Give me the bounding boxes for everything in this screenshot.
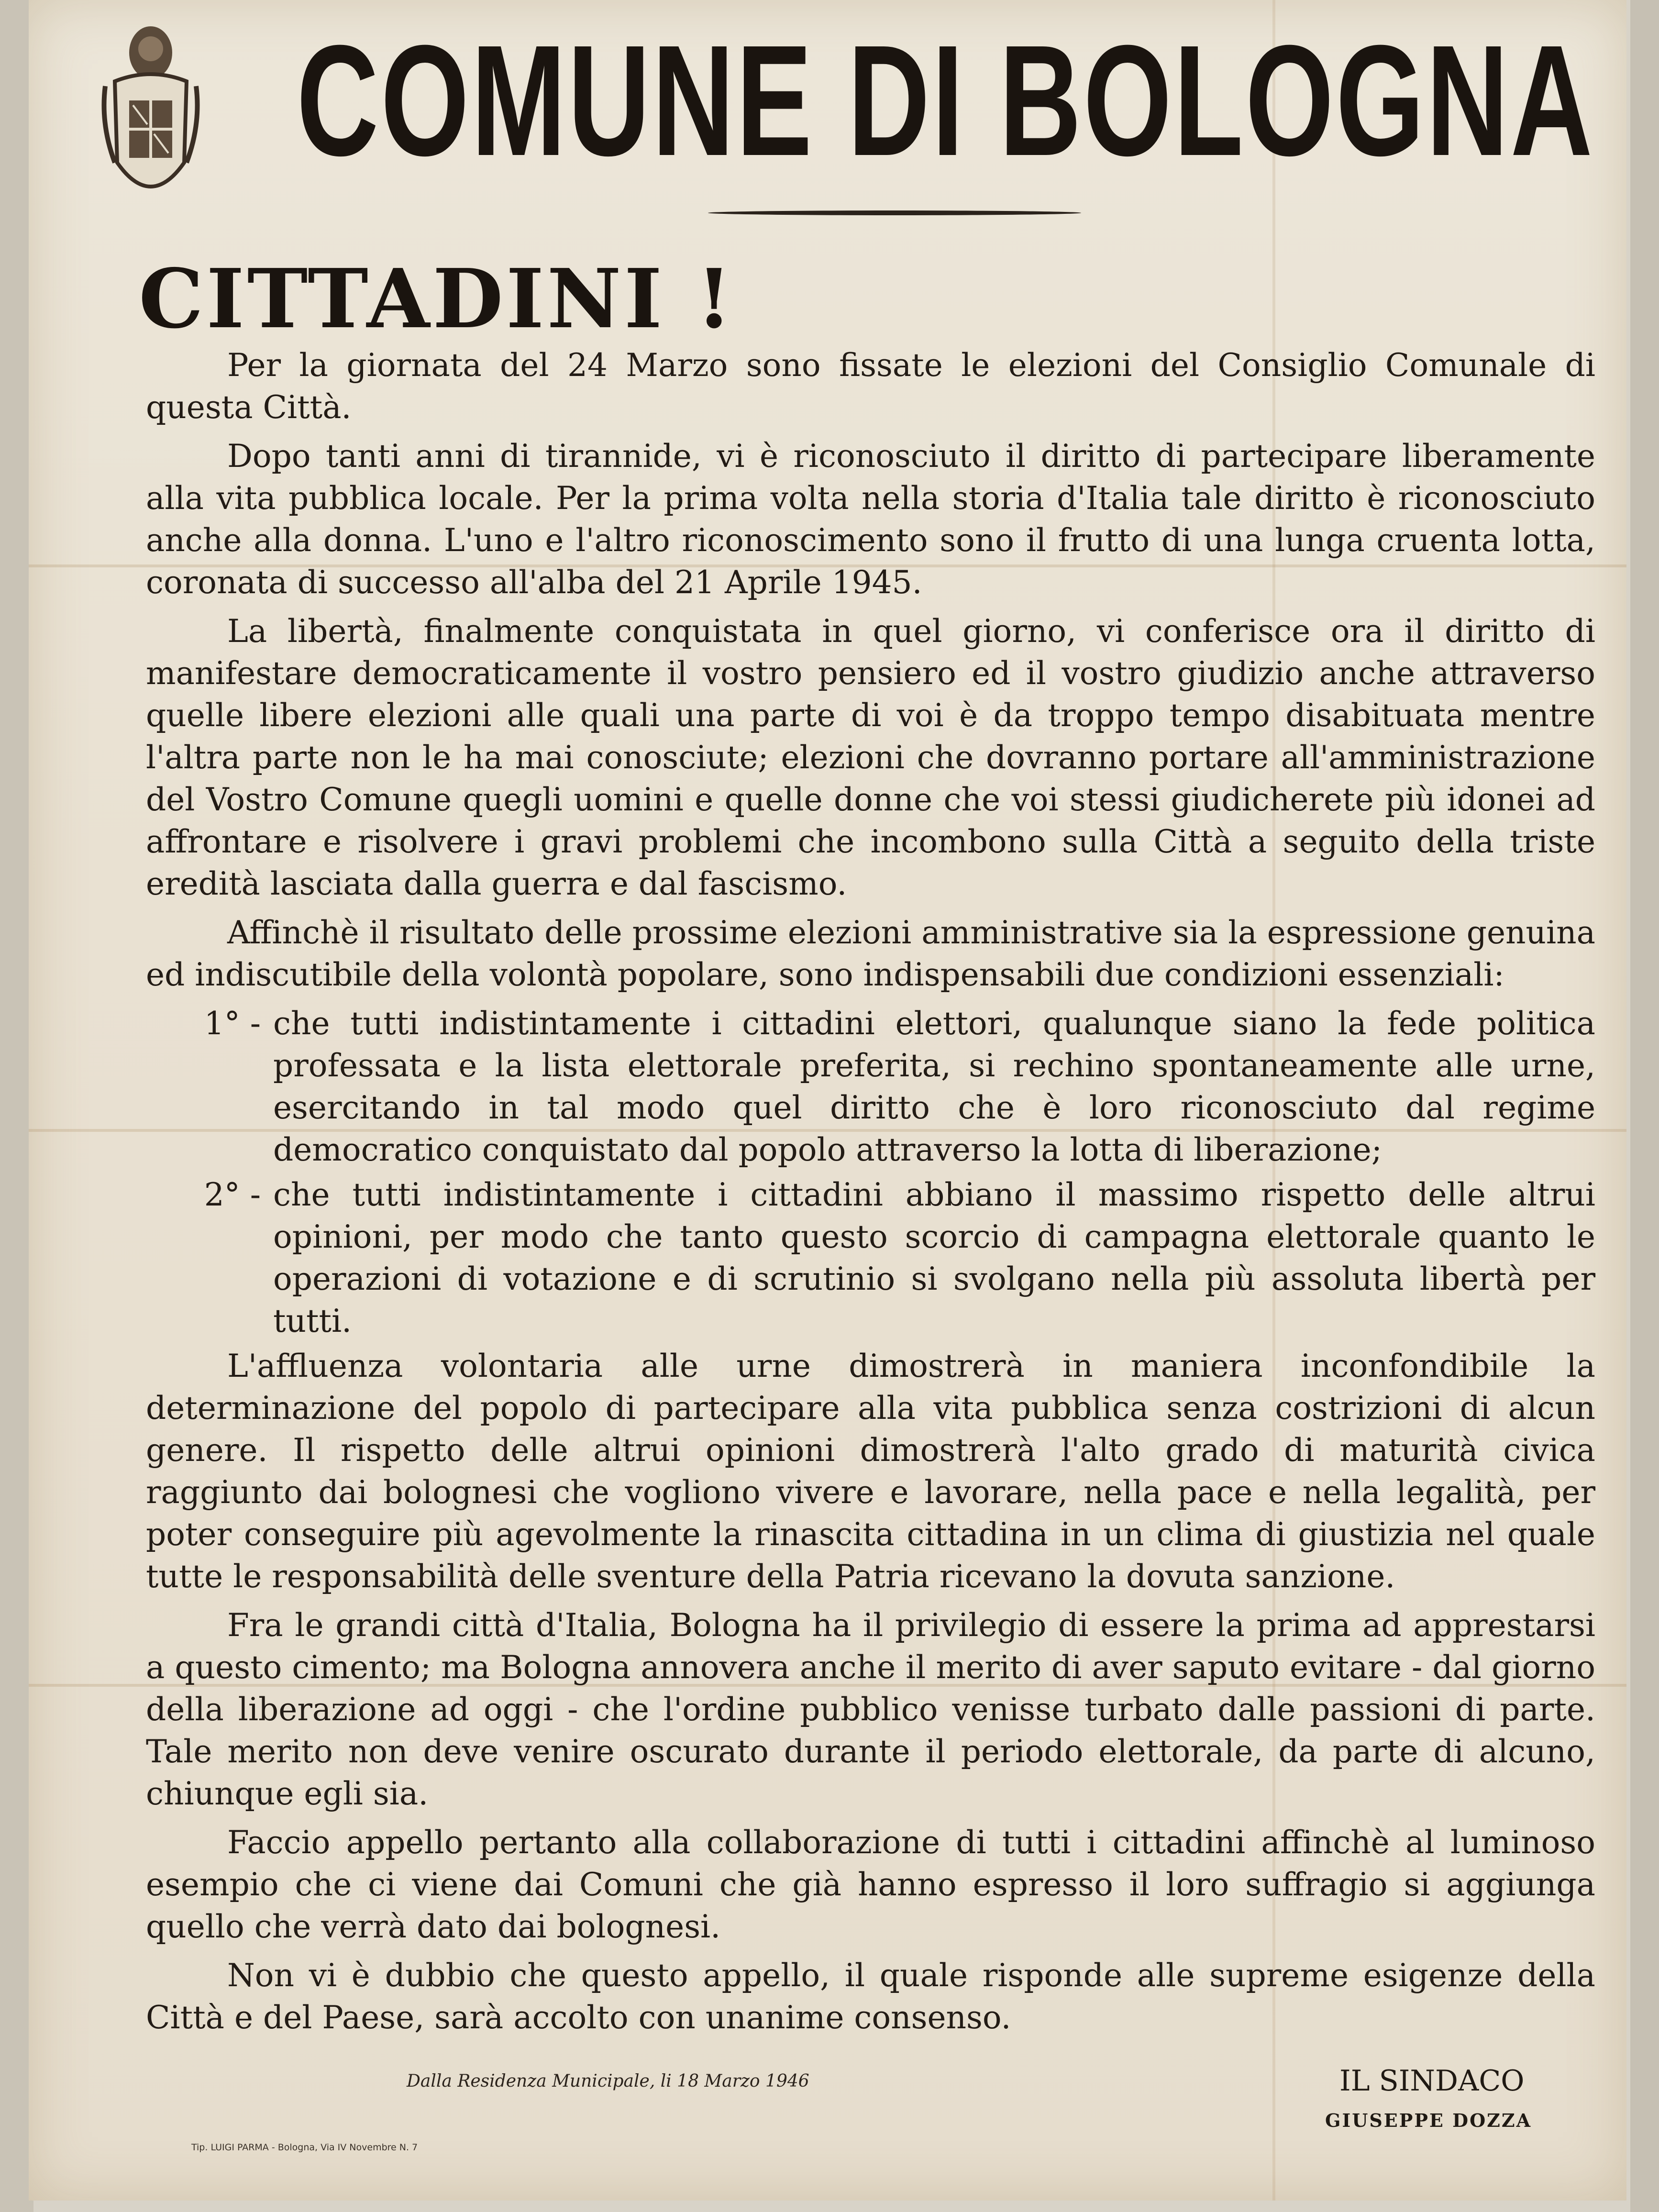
condition-number: 2° - bbox=[204, 1176, 261, 1213]
date-line: Dalla Residenza Municipale, li 18 Marzo 1946 bbox=[407, 2071, 809, 2091]
condition-item bbox=[146, 1003, 1595, 1171]
signature-name: GIUSEPPE DOZZA bbox=[1325, 2110, 1532, 2131]
condition-number: 1° - bbox=[204, 1005, 261, 1042]
poster bbox=[29, 0, 1626, 2201]
condition-item bbox=[146, 1174, 1595, 1342]
paragraph: La libertà, finalmente conquistata in quel giorno, vi conferisce ora il diritto di manifestare democraticamente il vostro pensiero ed il vostro giudizio anche attraverso quelle libere elezioni alle quali una parte di voi è da troppo tempo disabituata mentre l'altra parte non le ha mai conosciute; elezioni che dovranno portare all'amministrazione del Vostro Comune quegli uomini e quelle donne che voi stessi giudicherete più idonei ad affrontare e risolvere i gravi problemi che incombono sulla Città a seguito della triste eredità lasciata dalla guerra e dal fascismo. bbox=[146, 613, 1595, 902]
body-text bbox=[146, 344, 1595, 2046]
signature-title: IL SINDACO bbox=[1339, 2064, 1525, 2098]
paragraph: Per la giornata del 24 Marzo sono fissate le elezioni del Consiglio Comunale di questa Città. bbox=[146, 347, 1595, 426]
bologna-coat-of-arms-icon bbox=[96, 19, 206, 220]
paragraph: Faccio appello pertanto alla collaborazione di tutti i cittadini affinchè al luminoso esempio che ci viene dai Comuni che già hanno espresso il loro suffragio si aggiunga quello che verrà dato dai bolognesi. bbox=[146, 1824, 1595, 1945]
paragraph: Affinchè il risultato delle prossime elezioni amministrative sia la espressione genuina ed indiscutibile della volontà popolare, sono indispensabili due condizioni essenziali: bbox=[146, 914, 1595, 993]
condition-text: che tutti indistintamente i cittadini abbiano il massimo rispetto delle altrui opinioni, per modo che tanto questo scorcio di campagna elettorale quanto le operazioni di votazione e di scrutinio si svolgano nella più assoluta libertà per tutti. bbox=[273, 1176, 1595, 1339]
title-underline bbox=[708, 210, 1081, 215]
paragraph: Fra le grandi città d'Italia, Bologna ha il privilegio di essere la prima ad apprestarsi a questo cimento; ma Bologna annovera anche il merito di aver saputo evitare - dal giorno della liberazione ad oggi - che l'ordine pubblico venisse turbato dalle passioni di parte. Tale merito non deve venire oscurato durante il periodo elettorale, da parte di alcuno, chiunque egli sia. bbox=[146, 1607, 1595, 1812]
condition-text: che tutti indistintamente i cittadini elettori, qualunque siano la fede politica professata e la lista elettorale preferita, si rechino spontaneamente alle urne, esercitando in tal modo quel diritto che è loro riconosciuto dal regime democratico conquistato dal popolo attraverso la lotta di liberazione; bbox=[273, 1005, 1595, 1168]
printer-credit: Tip. LUIGI PARMA - Bologna, Via IV Novembre N. 7 bbox=[191, 2142, 418, 2153]
page-title: COMUNE DI BOLOGNA bbox=[297, 12, 1595, 188]
paragraph: Non vi è dubbio che questo appello, il quale risponde alle supreme esigenze della Città e del Paese, sarà accolto con unanime consenso. bbox=[146, 1957, 1595, 2036]
paragraph: L'affluenza volontaria alle urne dimostrerà in maniera inconfondibile la determinazione del popolo di partecipare alla vita pubblica senza costrizioni di alcun genere. Il rispetto delle altrui opinioni dimostrerà l'alto grado di maturità civica raggiunto dai bolognesi che vogliono vivere e lavorare, nella pace e nella legalità, per poter conseguire più agevolmente la rinascita cittadina in un clima di giustizia nel quale tutte le responsabilità delle sventure della Patria ricevano la dovuta sanzione. bbox=[146, 1348, 1595, 1595]
wall-right bbox=[1630, 0, 1659, 2212]
heading: CITTADINI ! bbox=[139, 251, 735, 347]
paragraph: Dopo tanti anni di tirannide, vi è riconosciuto il diritto di partecipare liberamente alla vita pubblica locale. Per la prima volta nella storia d'Italia tale diritto è riconosciuto anche alla donna. L'uno e l'altro riconoscimento sono il frutto di una lunga cruenta lotta, coronata di successo all'alba del 21 Aprile 1945. bbox=[146, 438, 1595, 601]
